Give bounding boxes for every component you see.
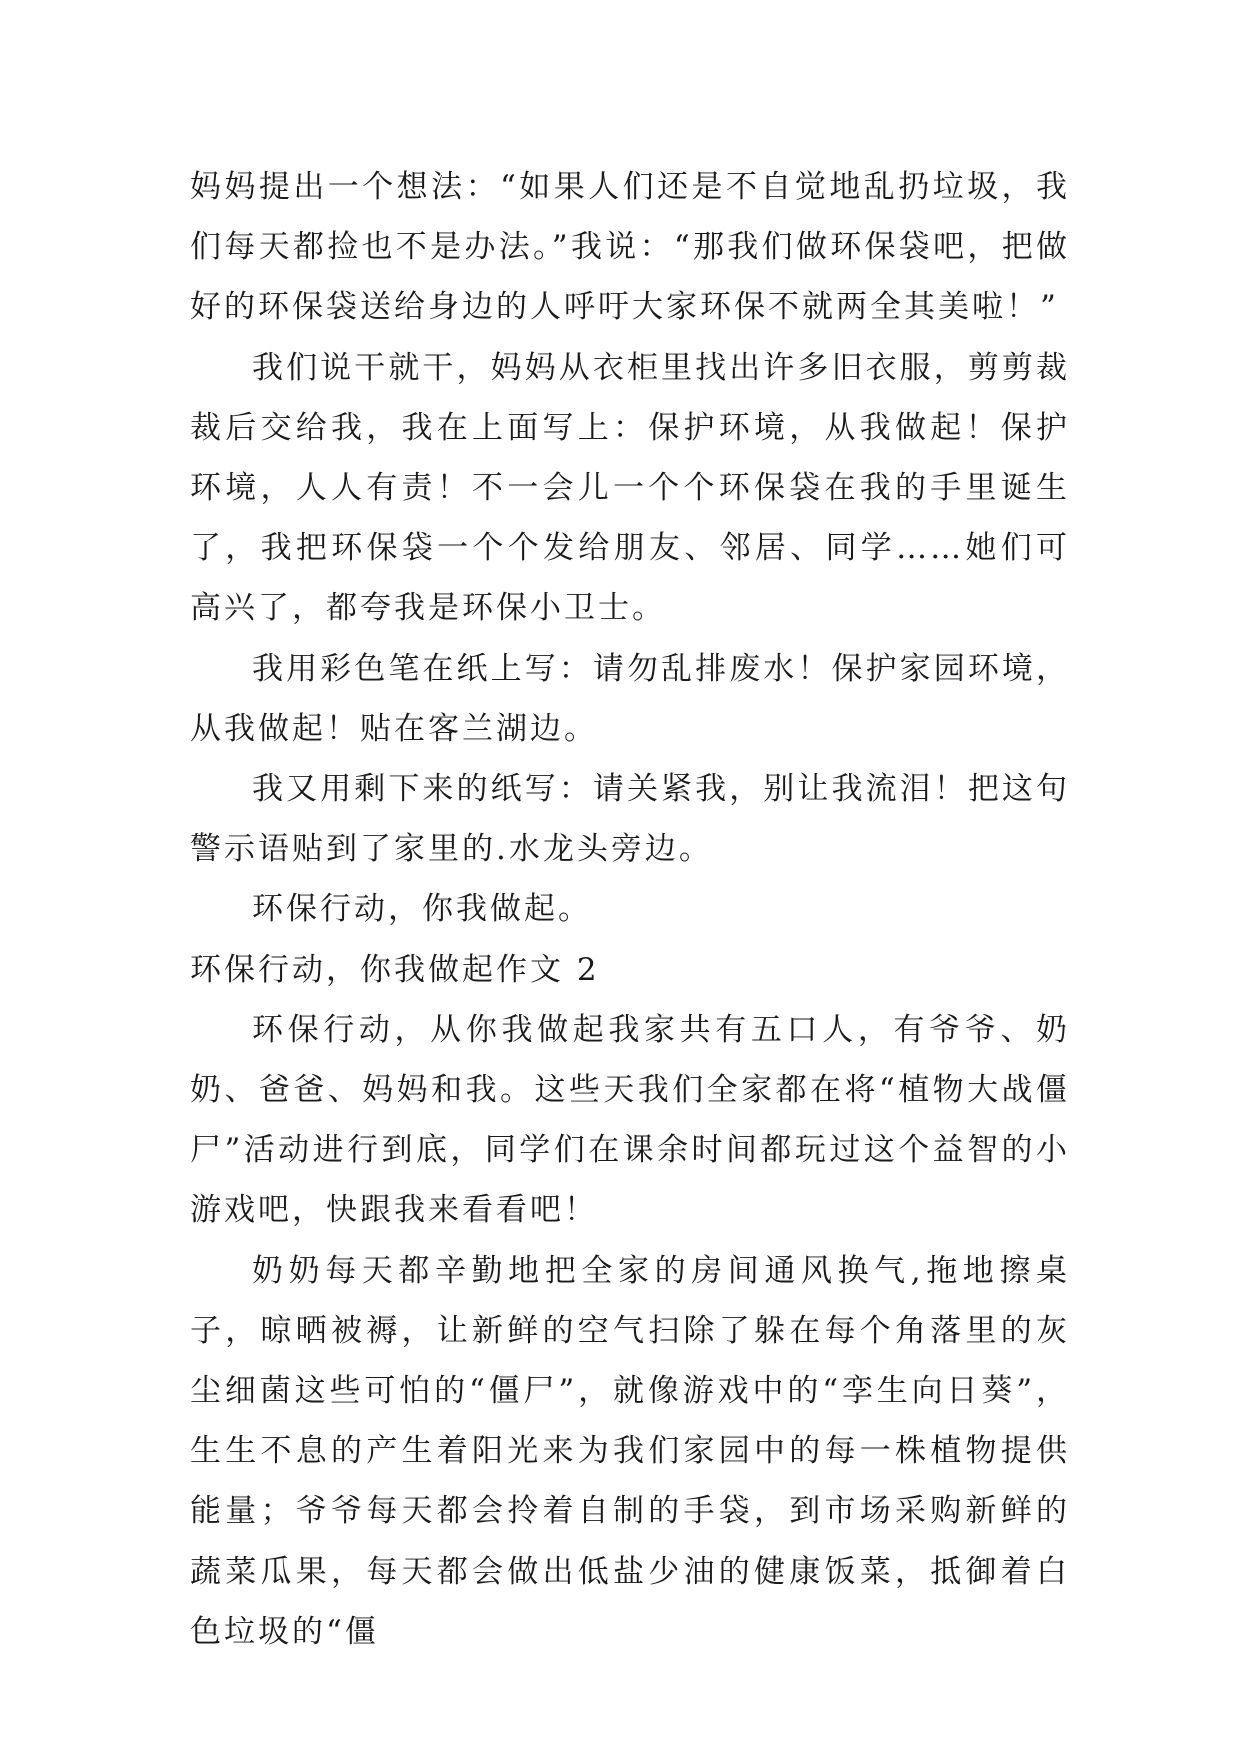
article-body [190, 157, 1070, 1662]
paragraph-6: 环保行动，从你我做起我家共有五口人，有爷爷、奶奶、爸爸、妈妈和我。这些天我们全家都在将“植物大战僵尸”活动进行到底，同学们在课余时间都玩过这个益智的小游戏吧，快跟我来看看吧！ [190, 1011, 1070, 1229]
paragraph-5: 环保行动，你我做起。 [252, 891, 592, 928]
essay-heading: 环保行动，你我做起作文 2 [190, 951, 600, 988]
paragraph-4: 我又用剩下来的纸写：请关紧我，别让我流泪！把这句警示语贴到了家里的.水龙头旁边。 [190, 771, 1070, 868]
paragraph-2: 我们说干就干，妈妈从衣柜里找出许多旧衣服，剪剪裁裁后交给我，我在上面写上：保护环境，从我做起！保护环境，人人有责！不一会儿一个个环保袋在我的手里诞生了，我把环保袋一个个发给朋友、邻居、同学……她们可高兴了，都夸我是环保小卫士。 [190, 349, 1070, 627]
paragraph-7: 奶奶每天都辛勤地把全家的房间通风换气,拖地擦桌子，晾晒被褥，让新鲜的空气扫除了躲在每个角落里的灰尘细菌这些可怕的“僵尸”，就像游戏中的“孪生向日葵”，生生不息的产生着阳光来为我们家园中的每一株植物提供能量；爷爷每天都会拎着自制的手袋，到市场采购新鲜的蔬菜瓜果，每天都会做出低盐少油的健康饭菜，抵御着白色垃圾的“僵 [190, 1252, 1070, 1650]
paragraph-1: 妈妈提出一个想法：“如果人们还是不自觉地乱扔垃圾，我们每天都捡也不是办法。”我说：“那我们做环保袋吧，把做好的环保袋送给身边的人呼吁大家环保不就两全其美啦！” [190, 169, 1070, 326]
paragraph-3: 我用彩色笔在纸上写：请勿乱排废水！保护家园环境，从我做起！贴在客兰湖边。 [190, 650, 1070, 747]
